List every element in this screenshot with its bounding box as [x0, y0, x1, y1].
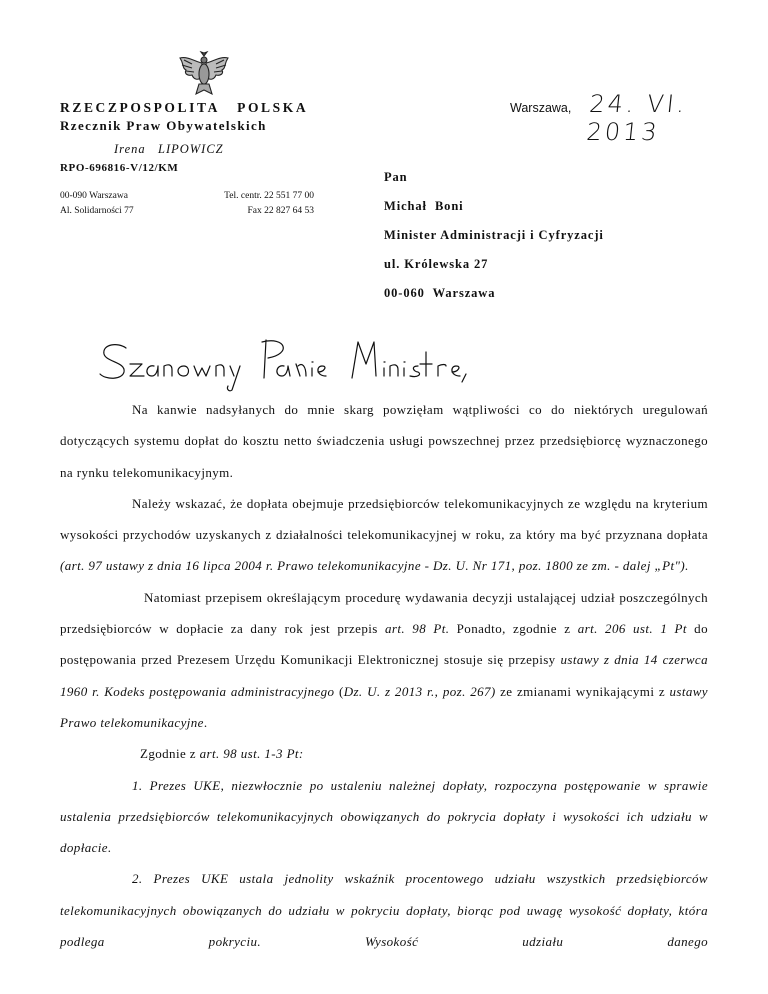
paragraph-1: Na kanwie nadsyłanych do mnie skarg powzięłam wątpliwości co do niektórych uregulowań dotyczących systemu dopłat do kosztu netto świadczenia usługi powszechnej przez przedsiębiorcę wyznaczonego na rynku telekomunikacyjnym.	[60, 402, 708, 480]
paragraph-2	[60, 488, 708, 582]
legal-reference: art. 98 Pt.	[384, 621, 450, 637]
sender-address	[60, 189, 134, 219]
handwritten-greeting	[96, 334, 496, 394]
paragraph-3-text-d: (	[334, 683, 344, 699]
paragraph-3-text-a: Natomiast przepisem określającym procedurę wydawania decyzji ustalającej udział poszczególnych przedsiębiorców w dopłacie za dany rok jest przepis	[60, 589, 708, 637]
legal-reference: ustawy Prawo telekomunikacyjne	[60, 683, 708, 730]
letter-body	[60, 394, 708, 957]
recipient-name: Michał Boni	[384, 199, 464, 213]
paragraph-2-text: Należy wskazać, że dopłata obejmuje przedsiębiorców telekomunikacyjnych ze względu na kryterium wysokości przychodów uzyskanych z działalności telekomunikacyjnej w roku, za który ma być przyznana dopłata	[60, 495, 708, 543]
quoted-point-1: 1. Prezes UKE, niezwłocznie po ustaleniu należnej dopłaty, rozpoczyna postępowanie w sprawie ustalenia przedsiębiorców telekomunikacyjnych obowiązanych do pokrycia dopłaty i wysokości ich udziału w dopłacie.	[60, 777, 708, 856]
handwritten-date: 24. VI. 2013	[585, 90, 689, 146]
institution-name: RZECZPOSPOLITA POLSKA	[60, 100, 309, 115]
legal-reference: ustawy z dnia 14 czerwca 1960 r. Kodeks postępowania administracyjnego	[60, 652, 709, 699]
ombudsman-name: Irena LIPOWICZ	[114, 142, 224, 156]
legal-reference: Dz. U. z 2013 r., poz. 267)	[343, 683, 496, 699]
sender-fax: Fax 22 827 64 53	[247, 206, 314, 216]
paragraph-4	[60, 738, 708, 769]
recipient-title: Minister Administracji i Cyfryzacji	[384, 228, 604, 242]
paragraph-3	[60, 582, 708, 738]
recipient-salutation: Pan	[384, 170, 408, 184]
paragraph-4-text: Zgodnie z	[140, 746, 200, 762]
paragraph-3-text-f: .	[203, 714, 208, 730]
sender-street: Al. Solidarności 77	[60, 206, 134, 216]
paragraph-3-text-c: do postępowania przed Prezesem Urzędu Komunikacji Elektronicznej stosuje się przepisy	[60, 621, 708, 668]
recipient-city: 00-060 Warszawa	[384, 286, 496, 300]
eagle-emblem-icon	[174, 50, 234, 98]
sender-phone: Tel. centr. 22 551 77 00	[224, 191, 314, 201]
legal-reference: art. 98 ust. 1-3 Pt:	[199, 746, 304, 762]
quoted-point-2: 2. Prezes UKE ustala jednolity wskaźnik procentowego udziału wszystkich przedsiębiorców telekomunikacyjnych obowiązanych do udziału w pokryciu dopłaty, biorąc pod uwagę wysokość dopłaty, która podlega pokryciu. Wysokość udziału danego	[60, 871, 708, 950]
legal-reference: art. 206 ust. 1 Pt	[577, 621, 687, 637]
legal-reference: (art. 97 ustawy z dnia 16 lipca 2004 r. Prawo telekomunikacyjne - Dz. U. Nr 171, poz. 1800 ze zm. - dalej „Pt").	[60, 558, 689, 574]
sender-contact	[202, 189, 314, 219]
paragraph-3-text-b: Ponadto, zgodnie z	[449, 621, 578, 637]
sender-postcode: 00-090 Warszawa	[60, 191, 128, 201]
institution-subtitle: Rzecznik Praw Obywatelskich	[60, 118, 267, 133]
place-of-writing: Warszawa,	[510, 101, 572, 115]
recipient-street: ul. Królewska 27	[384, 257, 489, 271]
paragraph-3-text-e: ze zmianami wynikającymi z	[495, 683, 670, 699]
case-reference: RPO-696816-V/12/KM	[60, 162, 179, 174]
